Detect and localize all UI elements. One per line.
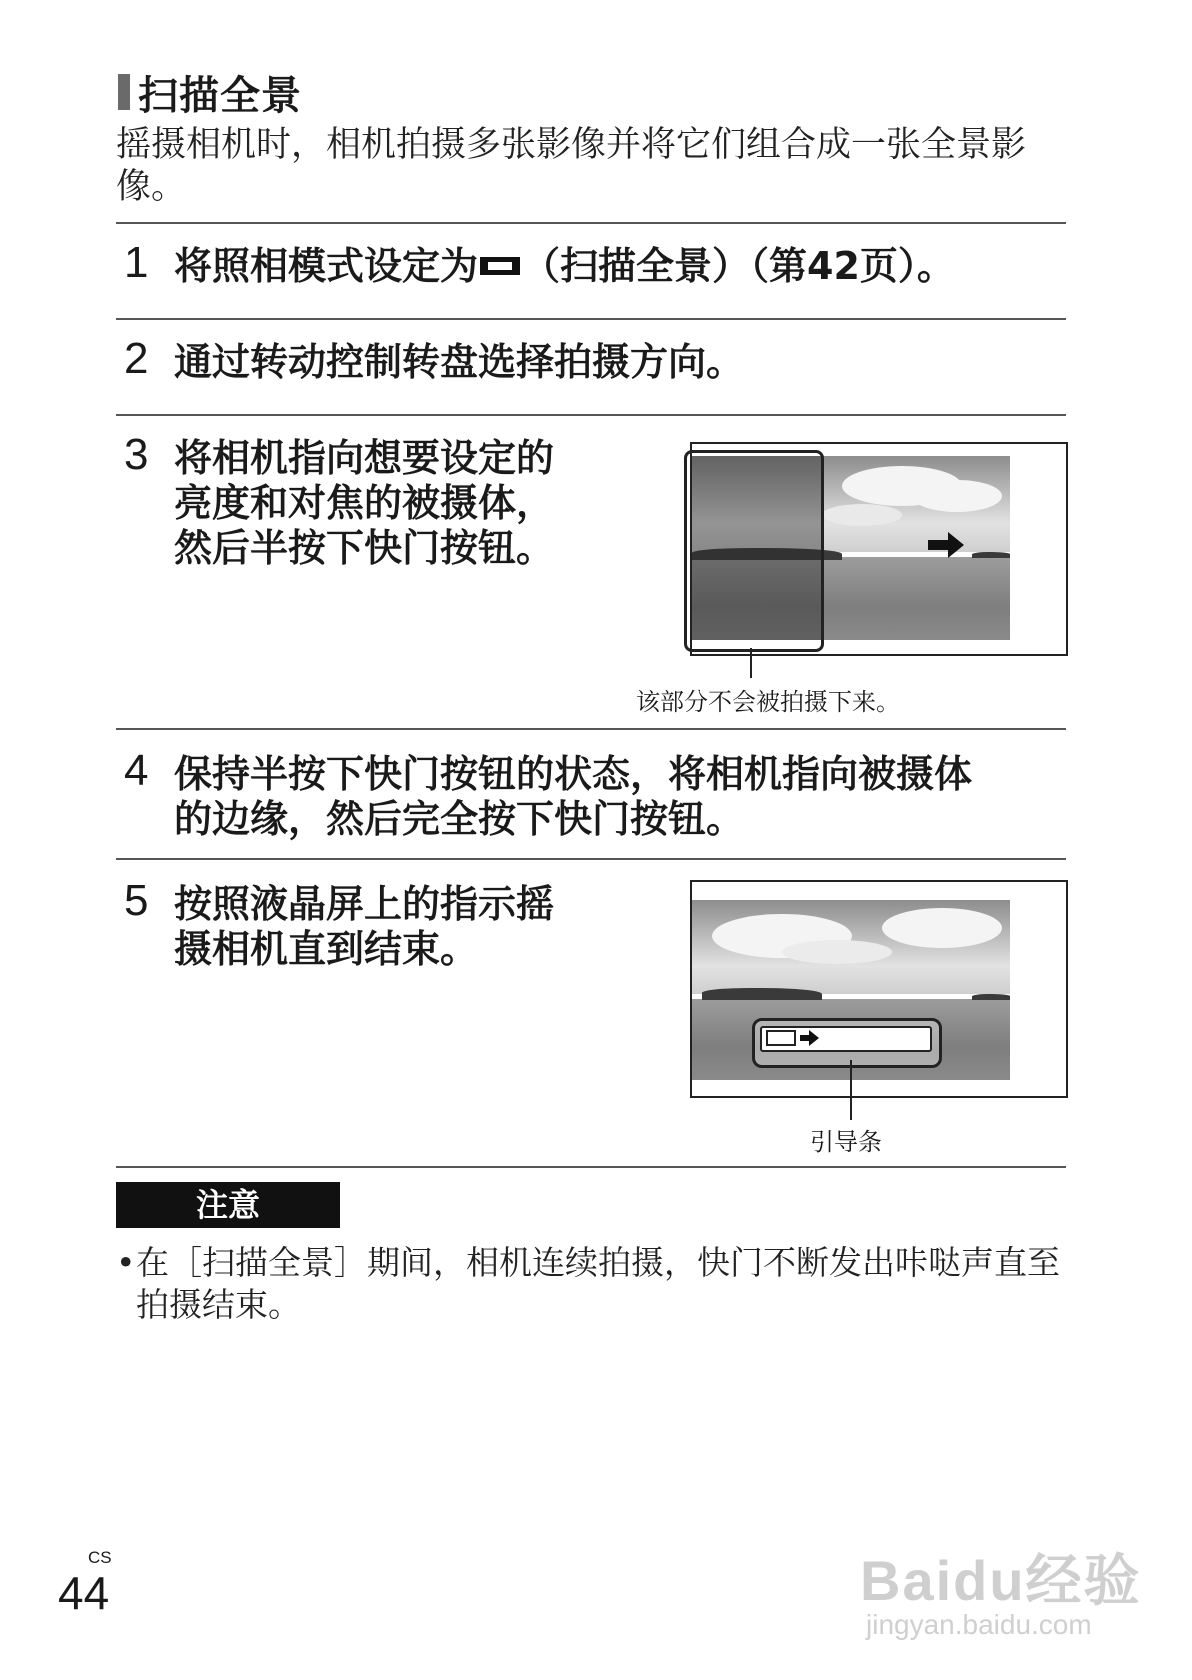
figure-caption: 该部分不会被拍摄下来。: [636, 689, 900, 716]
heading-marker-icon: [118, 74, 130, 110]
guide-bar-figure: [690, 880, 1068, 1098]
step-2-text: 通过转动控制转盘选择拍摄方向。: [174, 340, 745, 384]
section-title: 扫描全景: [138, 72, 302, 119]
divider: [116, 728, 1066, 730]
right-arrow-icon: [928, 540, 950, 550]
caption-leader-line: [850, 1060, 852, 1120]
step-2-number: 2: [124, 334, 149, 383]
figure-caption: 引导条: [810, 1129, 882, 1156]
divider: [116, 1166, 1066, 1168]
language-code: CS: [88, 1548, 112, 1567]
step-4-line: 保持半按下快门按钮的状态，将相机指向被摄体: [174, 752, 973, 796]
page-number: 44: [58, 1567, 110, 1619]
step-5-line: 摄相机直到结束。: [174, 927, 479, 971]
step-3-line: 然后半按下快门按钮。: [174, 526, 555, 570]
divider: [116, 222, 1066, 224]
step-4-number: 4: [124, 746, 149, 795]
excluded-area-outline: [684, 450, 824, 652]
note-body: 在［扫描全景］期间，相机连续拍摄，快门不断发出咔哒声直至拍摄结束。: [136, 1243, 1060, 1324]
note-label: 注意: [116, 1182, 340, 1228]
step-3-line: 亮度和对焦的被摄体，: [174, 481, 555, 525]
divider: [116, 858, 1066, 860]
step-5-line: 按照液晶屏上的指示摇: [174, 882, 555, 926]
step-5-number: 5: [124, 876, 149, 925]
watermark-brand: Baidu经验: [860, 1549, 1142, 1612]
sweep-panorama-icon: [480, 257, 520, 275]
right-arrow-head: [809, 1030, 819, 1046]
step-1-text: [174, 244, 955, 289]
caption-leader-line: [750, 648, 752, 678]
right-arrow-head: [948, 532, 964, 558]
step-1-text-a: 将照相模式设定为: [174, 244, 479, 288]
step-1-text-b: （扫描全景）（第42页）。: [522, 244, 955, 288]
divider: [116, 318, 1066, 320]
step-4-line: 的边缘，然后完全按下快门按钮。: [174, 797, 745, 841]
step-3-line: 将相机指向想要设定的: [174, 436, 555, 480]
step-1-number: 1: [124, 238, 149, 287]
step-3-number: 3: [124, 430, 149, 479]
step-4-text: [174, 752, 972, 842]
step-3-text: [174, 436, 554, 571]
divider: [116, 414, 1066, 416]
bullet: •: [116, 1243, 136, 1282]
baidu-watermark: [860, 1525, 1160, 1645]
section-heading: [118, 66, 302, 118]
watermark-url: jingyan.baidu.com: [866, 1609, 1092, 1640]
guide-bar: [760, 1026, 932, 1052]
step-5-text: [174, 882, 554, 972]
frame-box-icon: [766, 1030, 796, 1046]
note-text: [116, 1242, 1076, 1326]
intro-paragraph: 摇摄相机时，相机拍摄多张影像并将它们组合成一张全景影像。: [116, 125, 1027, 207]
